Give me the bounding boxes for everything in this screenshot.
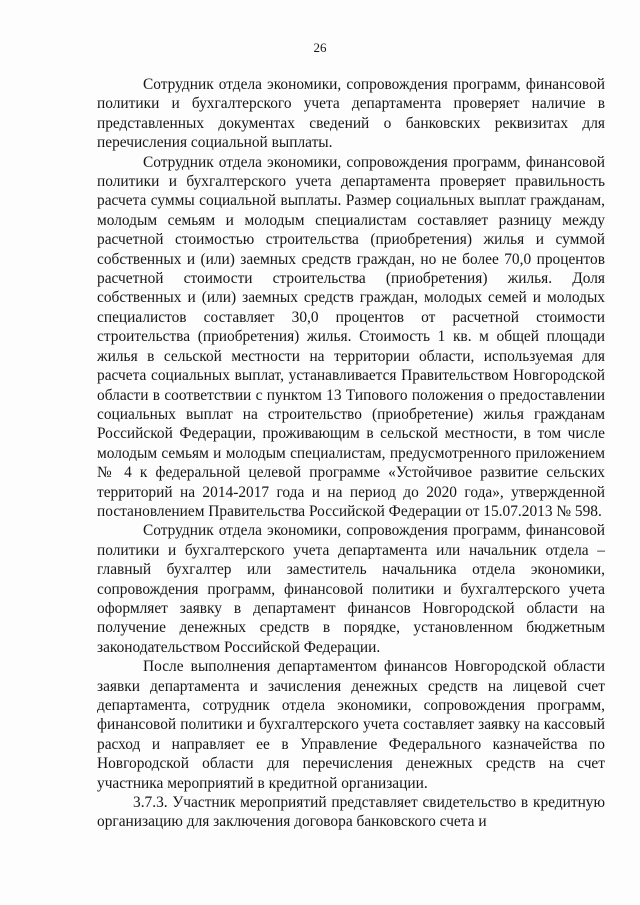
paragraph-section-3-7-3: 3.7.3. Участник мероприятий представляет свидетельство в кредитную организацию для заключения договора банковского счета и <box>97 794 605 831</box>
document-body <box>97 75 605 832</box>
page-number: 26 <box>313 40 327 55</box>
paragraph-payment-calculation: Сотрудник отдела экономики, сопровождения программ, финансовой политики и бухгалтерского учета департамента проверяет правильность расчета суммы социальной выплаты. Размер социальных выплат гражданам, молодым семьям и молодым специалистам составляет разницу между расчетной стоимостью строительства (приобретения) жилья и суммой собственных и (или) заемных средств граждан, но не более 70,0 процентов расчетной стоимости строительства (приобретения) жилья. Доля собственных и (или) заемных средств граждан, молодых семей и молодых специалистов составляет 30,0 процентов от расчетной стоимости строительства (приобретения) жилья. Стоимость 1 кв. м общей площади жилья в сельской местности на территории области, используемая для расчета социальных выплат, устанавливается Правительством Новгородской области в соответствии с пунктом 13 Типового положения о предоставлении социальных выплат на строительство (приобретение) жилья гражданам Российской Федерации, проживающим в сельской местности, в том числе молодым семьям и молодым специалистам, предусмотренного приложением № 4 к федеральной целевой программе «Устойчивое развитие сельских территорий на 2014-2017 года и на период до 2020 года», утвержденной постановлением Правительства Российской Федерации от 15.07.2013 № 598. <box>97 153 605 520</box>
paragraph-cash-expense-request: После выполнения департаментом финансов Новгородской области заявки департамента и зачисления денежных средств на лицевой счет департамента, сотрудник отдела экономики, сопровождения программ, финансовой политики и бухгалтерского учета составляет заявку на кассовый расход и направляет ее в Управление Федерального казначейства по Новгородской области для перечисления денежных средств на счет участника мероприятий в кредитной организации. <box>97 658 605 792</box>
paragraph-bank-details-check: Сотрудник отдела экономики, сопровождения программ, финансовой политики и бухгалтерского учета департамента проверяет наличие в представленных документах сведений о банковских реквизитах для перечисления социальной выплаты. <box>97 76 605 152</box>
paragraph-funding-request: Сотрудник отдела экономики, сопровождения программ, финансовой политики и бухгалтерского учета департамента или начальник отдела – главный бухгалтер или заместитель начальника отдела экономики, сопровождения программ, финансовой политики и бухгалтерского учета оформляет заявку в департамент финансов Новгородской области на получение денежных средств в порядке, установленном бюджетным законодательством Российской Федерации. <box>97 522 605 656</box>
